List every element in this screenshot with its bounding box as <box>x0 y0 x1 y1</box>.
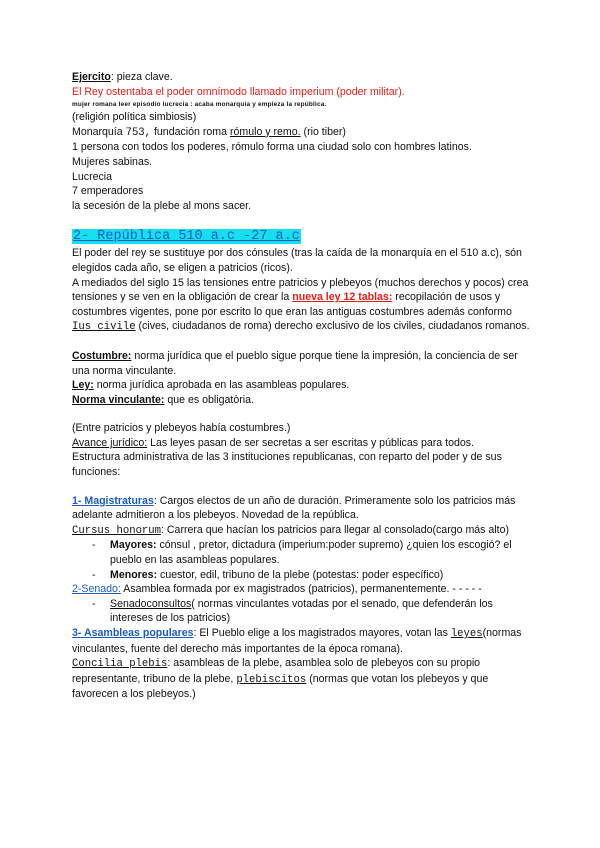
persona-line: 1 persona con todos los poderes, rómulo forma una ciudad solo con hombres latinos. <box>72 141 472 154</box>
avance-line <box>72 436 532 451</box>
bullet-mark: - <box>92 568 96 581</box>
ejercito-term: Ejercito <box>72 71 111 83</box>
ejercito-line <box>72 70 532 85</box>
concilia-item <box>72 656 532 702</box>
leyes-term: leyes <box>450 628 483 640</box>
monarquia-text-2: fundación roma <box>151 125 230 138</box>
magistraturas-term: 1- Magistraturas <box>72 494 154 507</box>
romulo-remo: rómulo y remo. <box>229 125 301 138</box>
cursus-text: : Carrera que hacían los patricios para llegar al consolado(cargo más alto) <box>161 523 510 536</box>
republica-heading: 2- República 510 a.c -27 a.c <box>73 229 300 245</box>
p2-text-c: (cives, ciudadanos de roma) derecho exclusivo de los civiles, ciudadanos romanos. <box>135 320 530 333</box>
cursus-item <box>72 523 532 539</box>
senado-term: 2-Senado: <box>72 583 121 596</box>
senadoconsultos-text: ( normas vinculantes votadas por el senado, que defenderán los intereses de los patricios) <box>110 597 493 625</box>
document-page <box>72 70 532 702</box>
senado-item <box>72 582 532 597</box>
costumbre-term: Costumbre: <box>72 349 132 362</box>
bullet-mark: - <box>92 539 96 552</box>
costumbre-text: norma jurídica que el pueblo sigue porque tiene la impresión, la conciencia de ser una norma vinculante. <box>72 349 518 377</box>
senado-text: Asamblea formada por ex magistrados (patricios), permanentemente. - - - - - <box>120 583 482 596</box>
concilia-text-a: : asambleas de la plebe, asamblea solo de plebeyos con su propio representante, tribuno de la plebe, <box>72 657 481 685</box>
lucrecia-line: Lucrecia <box>72 170 113 183</box>
magistraturas-text: : Cargos electos de un año de duración. Primeramente solo los patricios más adelante admitieron a los plebeyos. Novedad de la república. <box>72 494 516 522</box>
nueva-ley-highlight: nueva ley 12 tablas: <box>292 291 393 304</box>
menores-bullet <box>72 568 532 583</box>
p2-text-a: A mediados del siglo 15 las tensiones entre patricios y plebeyos (muchos derechos y pocos) crea tensiones y se ven en la obligación de crear la <box>72 276 529 304</box>
norma-text: que es obligatòria. <box>164 393 254 406</box>
magistraturas-item <box>72 494 532 523</box>
asambleas-text-a: : El Pueblo elige a los magistrados mayores, votan las <box>193 627 451 639</box>
ley-text: norma jurídica aprobada en las asambleas populares. <box>93 379 350 392</box>
mayores-bullet <box>72 538 532 567</box>
norma-def <box>72 393 532 408</box>
monarquia-text: Monarquía <box>72 125 126 138</box>
ejercito-text: : pieza clave. <box>110 71 173 83</box>
asambleas-text-b: (normas vinculantes, fuente del derecho más importantes de la época romana). <box>72 627 522 655</box>
avance-text: Las leyes pasan de ser secretas a ser escritas y públicas para todos. <box>147 436 474 449</box>
menores-text: cuestor, edil, tribuno de la plebe (potestas: poder específico) <box>157 568 444 581</box>
costumbre-def <box>72 349 532 378</box>
monarquia-text-3: (rio tiber) <box>300 125 346 138</box>
rey-line: El Rey ostentaba el poder omnímodo llamado imperium (poder militar). <box>72 85 405 98</box>
ley-def <box>72 378 532 393</box>
senadoconsultos-bullet <box>72 597 532 626</box>
tiny-note: mujer romana leer episodio lucrecia : acaba monarquía y empieza la república. <box>72 101 327 109</box>
asambleas-item <box>72 626 532 656</box>
asambleas-term: 3- Asambleas populares <box>72 627 194 639</box>
estructura-line: Estructura administrativa de las 3 instituciones republicanas, con reparto del poder y de sus funciones: <box>72 451 502 479</box>
emperadores-line: 7 emperadores <box>72 185 144 198</box>
p2-text-b: recopilación de usos y costumbres vigentes, pone por escrito lo que eran las antiguas costumbres además conformo <box>72 291 512 318</box>
monarquia-year: 753, <box>125 126 152 139</box>
republica-p2 <box>72 276 532 335</box>
plebiscitos-term: plebiscitos <box>236 673 307 686</box>
cursus-term: Cursus honorum <box>72 524 162 537</box>
norma-term: Norma vinculante: <box>72 393 165 406</box>
ley-term: Ley: <box>72 379 94 392</box>
concilia-term: Concilia plebis <box>72 658 168 671</box>
republica-heading-row <box>72 227 532 246</box>
entre-line: (Entre patricios y plebeyos había costumbres.) <box>72 422 291 435</box>
ius-civile: Ius civile <box>72 321 136 334</box>
monarquia-line <box>72 125 532 141</box>
avance-term: Avance jurídico: <box>72 436 148 449</box>
bullet-mark: - <box>92 597 96 610</box>
secesion-line: la secesión de la plebe al mons sacer. <box>72 199 252 212</box>
sabinas-line: Mujeres sabinas. <box>72 155 153 168</box>
menores-term: Menores: <box>110 568 158 581</box>
religion-line: (religión política simbiosis) <box>72 111 197 124</box>
mayores-term: Mayores: <box>110 539 157 552</box>
republica-p1: El poder del rey se sustituye por dos cónsules (tras la caída de la monarquía en el 510 a.c), són elegidos cada año, se eligen a patricios (ricos). <box>72 247 522 274</box>
concilia-text-b: (normas que votan los plebeyos y que favorecen a los plebeyos.) <box>72 672 489 701</box>
mayores-text: cónsul , pretor, dictadura (imperium:poder supremo) ¿quien los escogió? el pueblo en las asambleas populares. <box>110 539 512 567</box>
senadoconsultos-term: Senadoconsultos <box>110 597 192 610</box>
